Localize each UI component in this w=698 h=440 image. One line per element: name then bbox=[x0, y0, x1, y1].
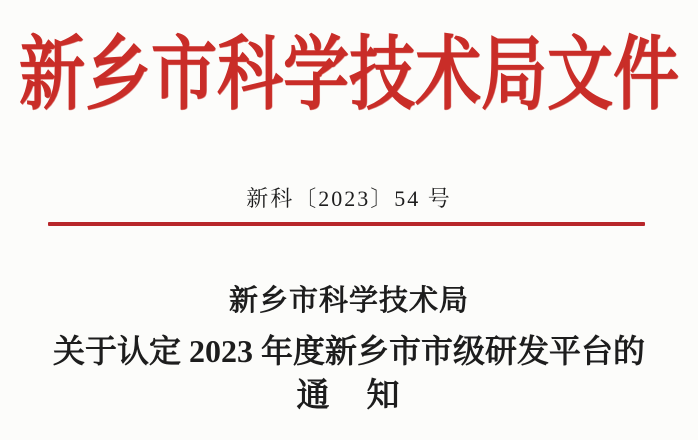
document-title-line-2: 关于认定 2023 年度新乡市市级研发平台的 bbox=[52, 333, 645, 369]
document-title-line-3: 通 知 bbox=[296, 378, 402, 414]
document-title-line-1: 新乡市科学技术局 bbox=[228, 285, 469, 317]
document-number: 新科〔2023〕54 号 bbox=[246, 186, 452, 211]
red-divider-rule bbox=[48, 222, 645, 226]
letterhead-title: 新乡市科学技术局文件 bbox=[19, 31, 679, 121]
